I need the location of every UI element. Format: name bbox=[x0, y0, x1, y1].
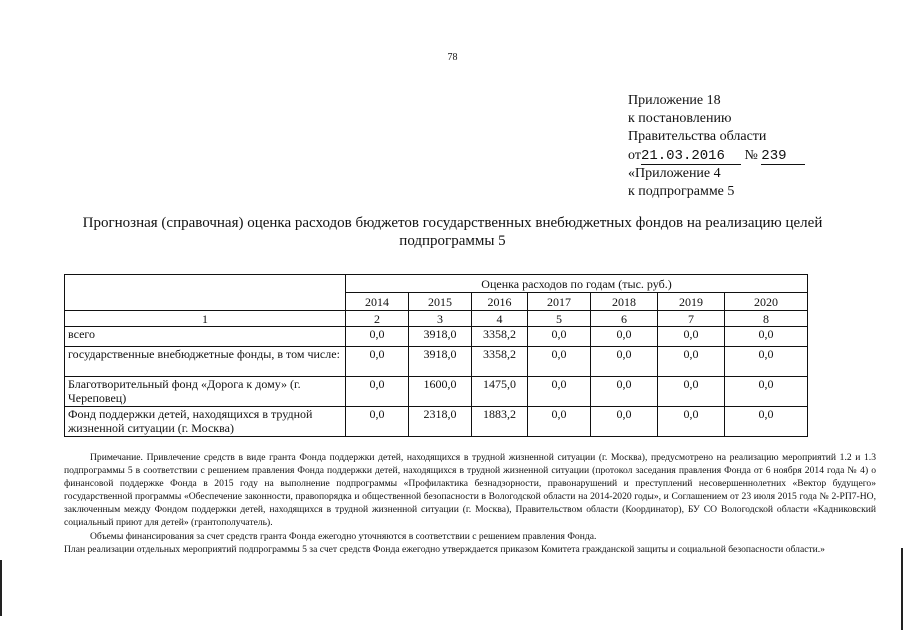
cell-value: 0,0 bbox=[725, 347, 808, 377]
table-row bbox=[65, 347, 808, 377]
cell-value: 0,0 bbox=[725, 407, 808, 437]
cell-value: 0,0 bbox=[346, 347, 409, 377]
resolution-number: 239 bbox=[761, 149, 805, 165]
cell-value: 3918,0 bbox=[409, 347, 472, 377]
cell-value: 0,0 bbox=[658, 377, 725, 407]
date-prefix: от bbox=[628, 147, 641, 163]
appendix-line-5: «Приложение 4 bbox=[628, 165, 721, 181]
appendix-line-1: Приложение 18 bbox=[628, 93, 721, 108]
column-number: 7 bbox=[658, 311, 725, 327]
row-label: государственные внебюджетные фонды, в том числе: bbox=[65, 347, 346, 377]
cell-value: 0,0 bbox=[591, 407, 658, 437]
appendix-header bbox=[628, 92, 805, 201]
year-header: 2016 bbox=[472, 293, 528, 311]
appendix-line-3: Правительства области bbox=[628, 129, 767, 145]
year-header: 2017 bbox=[528, 293, 591, 311]
column-number: 1 bbox=[65, 311, 346, 327]
column-number: 5 bbox=[528, 311, 591, 327]
number-prefix: № bbox=[744, 147, 758, 163]
table-row bbox=[65, 377, 808, 407]
column-number: 2 bbox=[346, 311, 409, 327]
page-number: 78 bbox=[447, 52, 458, 63]
column-number: 4 bbox=[472, 311, 528, 327]
cell-value: 0,0 bbox=[528, 347, 591, 377]
cell-value: 0,0 bbox=[658, 407, 725, 437]
cell-value: 0,0 bbox=[528, 327, 591, 347]
note-paragraph: Объемы финансирования за счет средств гранта Фонда ежегодно уточняются в соответствии с решением правления Фонда. bbox=[90, 530, 597, 542]
row-label: Благотворительный фонд «Дорога к дому» (г. Череповец) bbox=[65, 377, 346, 407]
column-number: 6 bbox=[591, 311, 658, 327]
notes-section bbox=[64, 451, 876, 556]
cell-value: 2318,0 bbox=[409, 407, 472, 437]
appendix-line-6: к подпрограмме 5 bbox=[628, 184, 735, 200]
year-header: 2020 bbox=[725, 293, 808, 311]
note-paragraph: План реализации отдельных мероприятий подпрограммы 5 за счет средств Фонда ежегодно утверждается приказом Комитета гражданской защиты и социальной безопасности области.» bbox=[64, 543, 825, 555]
column-number: 3 bbox=[409, 311, 472, 327]
year-header: 2018 bbox=[591, 293, 658, 311]
year-header: 2019 bbox=[658, 293, 725, 311]
cell-value: 0,0 bbox=[725, 327, 808, 347]
year-header: 2015 bbox=[409, 293, 472, 311]
cell-value: 0,0 bbox=[528, 407, 591, 437]
title-line-2: подпрограммы 5 bbox=[399, 233, 506, 249]
note-paragraph: Примечание. Привлечение средств в виде гранта Фонда поддержки детей, находящихся в трудной жизненной ситуации (г. Москва), предусмотрено на реализацию мероприятий 1.2 и 1.3 подпрограммы 5 в соответствии с решением правления Фонда поддержки детей, находящихся в трудной жизненной ситуации (протокол заседания правления Фонда от 6 ноября 2014 года № 4) о финансовой поддержке Фонда в 2015 году на выполнение подпрограммы «Профилактика безнадзорности, правонарушений и преступлений несовершеннолетних «Вектор будущего» государственной программы «Обеспечение законности, правопорядка и общественной безопасности в Вологодской области на 2014-2020 годы», и Соглашением от 23 июля 2015 года № 2-РП7-НО, заключенным между Фондом поддержки детей, находящихся в трудной жизненной ситуации (г. Москва), Правительством области (Координатор), БУ СО Вологодской области «Кадниковский социальный приют для детей» (грантополучатель). bbox=[64, 452, 876, 529]
row-label: всего bbox=[65, 327, 346, 347]
cell-value: 0,0 bbox=[591, 327, 658, 347]
resolution-date: 21.03.2016 bbox=[641, 149, 741, 165]
appendix-date-line bbox=[628, 147, 805, 165]
scan-edge-left bbox=[0, 560, 2, 616]
cell-value: 0,0 bbox=[725, 377, 808, 407]
cell-value: 0,0 bbox=[591, 347, 658, 377]
cell-value: 3918,0 bbox=[409, 327, 472, 347]
cell-value: 0,0 bbox=[658, 347, 725, 377]
header-blank-cell bbox=[65, 275, 346, 311]
cell-value: 0,0 bbox=[346, 407, 409, 437]
cell-value: 3358,2 bbox=[472, 347, 528, 377]
appendix-line-2: к постановлению bbox=[628, 111, 732, 127]
document-title bbox=[80, 214, 825, 250]
cell-value: 1475,0 bbox=[472, 377, 528, 407]
year-header: 2014 bbox=[346, 293, 409, 311]
cell-value: 3358,2 bbox=[472, 327, 528, 347]
cell-value: 0,0 bbox=[528, 377, 591, 407]
title-line-1: Прогнозная (справочная) оценка расходов бюджетов государственных внебюджетных фондов на реализацию целей bbox=[82, 215, 823, 231]
table-row bbox=[65, 407, 808, 437]
expense-estimate-table bbox=[64, 274, 808, 437]
scan-edge-right bbox=[901, 548, 903, 630]
header-group-cell: Оценка расходов по годам (тыс. руб.) bbox=[346, 275, 808, 293]
cell-value: 0,0 bbox=[591, 377, 658, 407]
cell-value: 0,0 bbox=[658, 327, 725, 347]
cell-value: 0,0 bbox=[346, 377, 409, 407]
cell-value: 0,0 bbox=[346, 327, 409, 347]
row-label: Фонд поддержки детей, находящихся в трудной жизненной ситуации (г. Москва) bbox=[65, 407, 346, 437]
cell-value: 1600,0 bbox=[409, 377, 472, 407]
column-number: 8 bbox=[725, 311, 808, 327]
cell-value: 1883,2 bbox=[472, 407, 528, 437]
table-row bbox=[65, 327, 808, 347]
